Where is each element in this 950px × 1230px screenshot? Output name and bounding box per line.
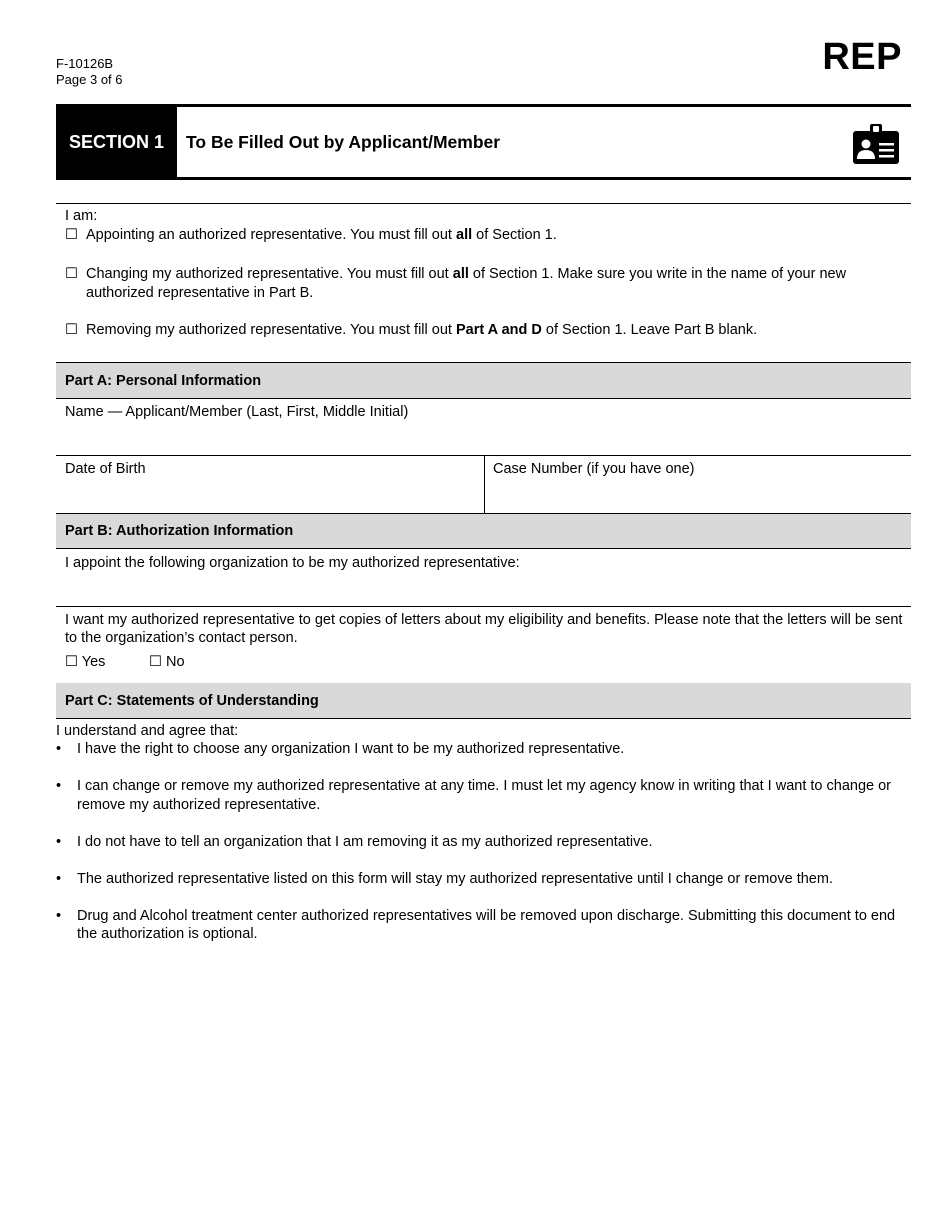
section-title: To Be Filled Out by Applicant/Member — [186, 131, 501, 152]
statement-text: Drug and Alcohol treatment center authorized representatives will be removed upon discharge. Submitting this document to end the authorization is optional. — [77, 907, 896, 942]
option-emphasis: all — [452, 266, 469, 282]
bullet: • — [56, 870, 62, 887]
statement-text: I can change or remove my authorized representative at any time. I must let my agency know in writing that I want to change or remove my authorized representative. — [77, 778, 892, 813]
checkbox-changing[interactable]: ☐ — [65, 266, 78, 282]
list-item — [56, 870, 901, 889]
statement-text: I have the right to choose any organization I want to be my authorized representative. — [77, 741, 625, 757]
checkbox-appointing[interactable]: ☐ — [65, 227, 78, 243]
organization-field[interactable] — [56, 572, 911, 606]
statement-text: The authorized representative listed on this form will stay my authorized representative until I change or remove them. — [77, 870, 833, 887]
part-b-row-rule — [56, 606, 911, 607]
letters-no-option[interactable] — [149, 653, 185, 671]
option-text: of Section 1. Leave Part B blank. — [541, 322, 758, 338]
name-field[interactable] — [56, 420, 911, 455]
option-text: of Section 1. Make sure you write in the name of your new authorized representative in Part B. — [86, 266, 847, 301]
statement-text: I do not have to tell an organization that I am removing it as my authorized representative. — [77, 833, 653, 850]
part-a-header: Part A: Personal Information — [56, 362, 911, 399]
case-number-field-label: Case Number (if you have one) — [493, 461, 695, 477]
option-emphasis: Part A and D — [455, 322, 542, 338]
yes-label: Yes — [81, 654, 106, 670]
dob-field[interactable] — [56, 478, 483, 513]
option-text: Appointing an authorized representative. You must fill out — [86, 227, 456, 243]
form-identifier — [56, 56, 123, 88]
option-emphasis: all — [456, 227, 473, 243]
section-label: SECTION 1 — [56, 107, 177, 177]
case-number-field[interactable] — [485, 478, 911, 513]
bullet: • — [56, 741, 62, 757]
option-text: Removing my authorized representative. You must fill out — [86, 322, 456, 338]
option-text: of Section 1. — [472, 227, 557, 243]
statements-list — [56, 740, 901, 962]
dob-field-label: Date of Birth — [65, 461, 146, 477]
statements-lead: I understand and agree that: — [56, 723, 239, 739]
list-item — [56, 740, 901, 759]
option-removing[interactable] — [65, 321, 905, 340]
list-item — [56, 833, 901, 852]
intro-lead: I am: — [65, 208, 98, 224]
form-code: REP — [822, 36, 902, 78]
no-label: No — [166, 654, 185, 670]
appoint-org-label: I appoint the following organization to be my authorized representative: — [65, 555, 520, 571]
id-badge-icon — [853, 124, 899, 164]
section-header — [56, 104, 911, 180]
option-appointing[interactable] — [65, 226, 905, 245]
checkbox-removing[interactable]: ☐ — [65, 322, 78, 338]
page-number: Page 3 of 6 — [56, 72, 123, 87]
letters-yes-option[interactable] — [65, 653, 105, 671]
list-item — [56, 777, 901, 814]
bullet: • — [56, 833, 62, 850]
list-item — [56, 907, 901, 944]
bullet: • — [56, 907, 62, 924]
name-field-label: Name — Applicant/Member (Last, First, Middle Initial) — [65, 404, 409, 420]
option-changing[interactable] — [65, 265, 905, 303]
part-c-header: Part C: Statements of Understanding — [56, 683, 911, 719]
checkbox-no[interactable]: ☐ — [149, 654, 162, 670]
letters-question: I want my authorized representative to get copies of letters about my eligibility and benefits. Please note that the letters will be sent to the organization’s contact person. — [65, 612, 903, 646]
part-b-header: Part B: Authorization Information — [56, 513, 911, 549]
option-text: Changing my authorized representative. You must fill out — [86, 266, 453, 282]
bullet: • — [56, 778, 62, 794]
checkbox-yes[interactable]: ☐ — [65, 654, 78, 670]
intro-top-rule — [56, 203, 911, 204]
form-number: F-10126B — [56, 56, 114, 71]
